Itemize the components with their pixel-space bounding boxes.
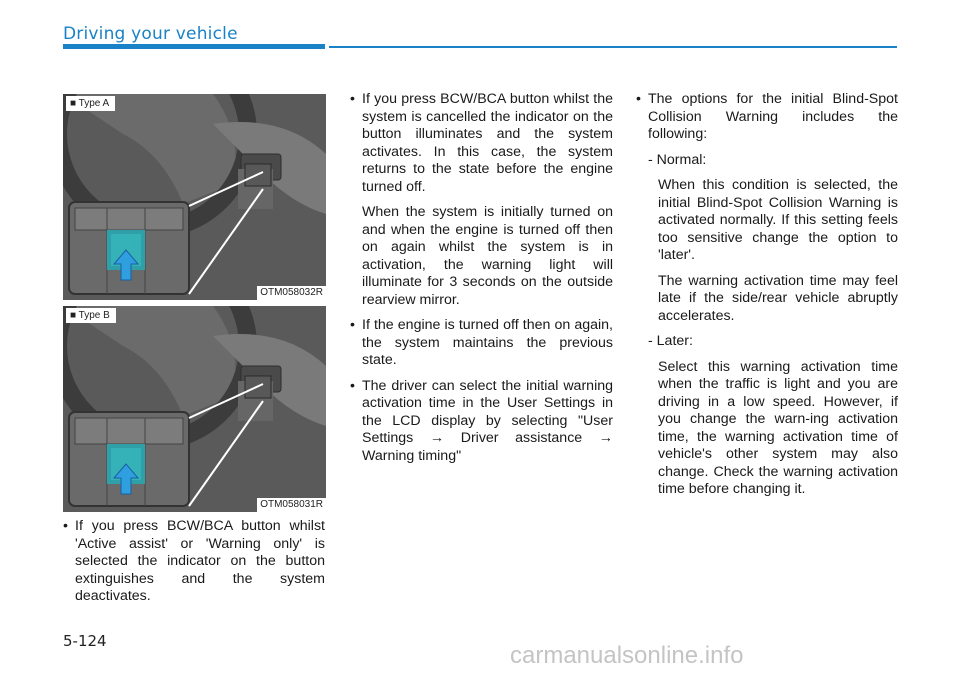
option-later-text: Select this warning activation time when the traffic is light and you are driving in a low speed. However, if you change the warn-ing activation time, the warning activation time of vehicle's other system may also change. Check the warning activation time before changing it. (658, 358, 898, 497)
figure-a-illustration (63, 94, 326, 300)
bullet-text: If the engine is turned off then on again, the system maintains the previous state. (362, 317, 613, 368)
bullet-item (636, 91, 898, 144)
bullet-text: The driver can select the initial warning activation time in the User Settings in the LCD display by selecting "User Settings → Driver assistance → Warning timing" (362, 377, 613, 464)
watermark: carmanualsonline.info (510, 642, 744, 669)
bullet-item (63, 518, 325, 606)
page-number: 5-124 (63, 632, 107, 650)
figure-b-illustration (63, 306, 326, 512)
bullet-item (350, 378, 613, 466)
figure-b-type-label: ■ Type B (66, 308, 116, 323)
bullet-dot: • (636, 91, 641, 107)
bullet-item (350, 91, 613, 196)
figure-b-code: OTM058031R (257, 498, 326, 512)
figure-a-type-label: ■ Type A (66, 96, 115, 111)
figure-a-code: OTM058032R (257, 286, 326, 300)
column-2 (350, 91, 613, 473)
figure-type-a (63, 94, 326, 300)
bullet-dot: • (350, 317, 355, 333)
column-3 (636, 91, 898, 507)
bullet-item (350, 317, 613, 370)
header-rule-thick (63, 44, 325, 49)
option-normal-label: - Normal: (648, 151, 707, 168)
bullet-text: The options for the initial Blind-Spot Collision Warning includes the following: (648, 91, 898, 142)
bullet-text: If you press BCW/BCA button whilst the system is cancelled the indicator on the button illuminates and the system activates. In this case, the system returns to the state before the engine turned off. (362, 91, 613, 195)
paragraph: When the system is initially turned on and when the engine is turned off then on again whilst the system is in activation, the warning light will illuminate for 3 seconds on the outside rearview mirror. (362, 204, 613, 308)
bullet-dot: • (63, 518, 68, 534)
bullet-dot: • (350, 377, 355, 394)
figure-type-b (63, 306, 326, 512)
column-1 (63, 518, 325, 614)
bullet-dot: • (350, 91, 355, 107)
option-normal-note: The warning activation time may feel late if the side/rear vehicle abruptly accelerates. (658, 272, 898, 324)
option-normal-text: When this condition is selected, the initial Blind-Spot Collision Warning is activated normally. If this setting feels too sensitive change the option to 'later'. (658, 177, 898, 263)
bullet-text: If you press BCW/BCA button whilst 'Active assist' or 'Warning only' is selected the indicator on the button extinguishes and the system deactivates. (75, 518, 325, 604)
section-title: Driving your vehicle (63, 24, 238, 44)
header-rule-thin (329, 46, 897, 48)
option-later-label: - Later: (648, 333, 693, 349)
